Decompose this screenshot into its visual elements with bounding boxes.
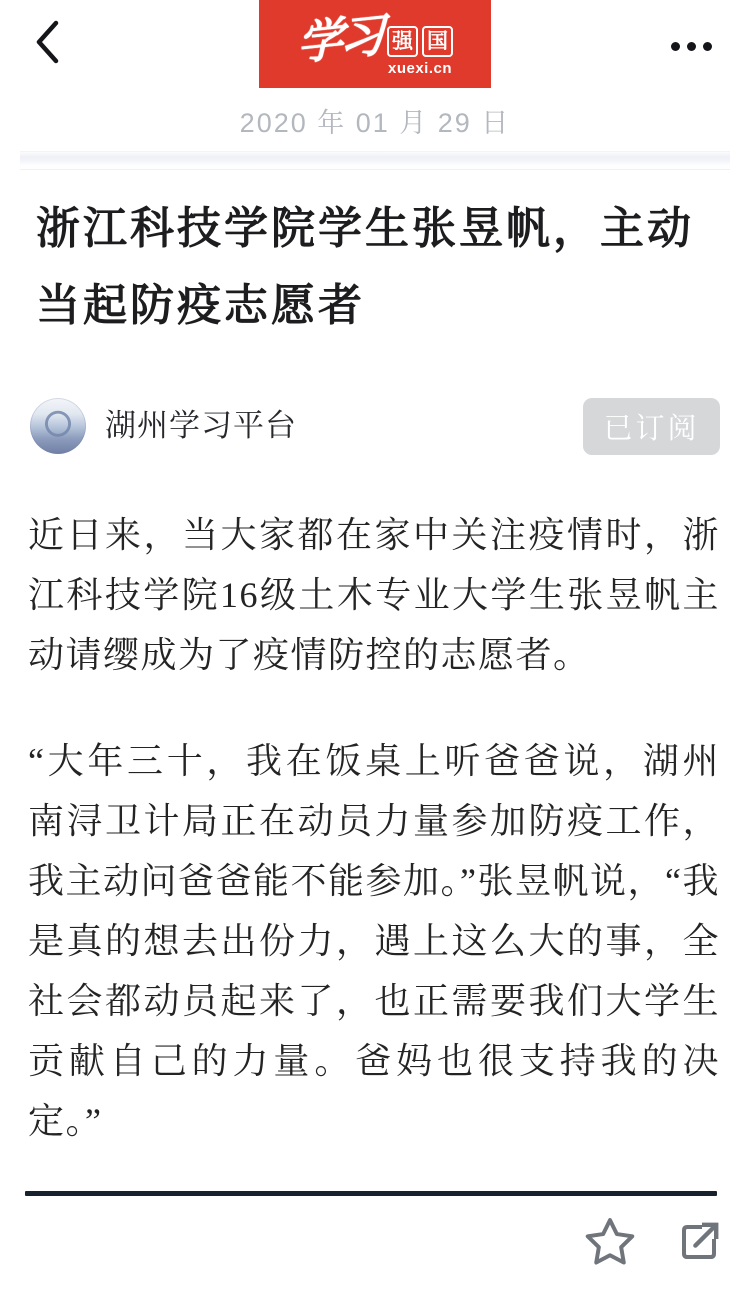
share-icon (674, 1218, 724, 1266)
logo-domain-text: xuexi.cn (387, 59, 453, 77)
logo-calligraphy-text: 学习 (297, 9, 381, 70)
section-divider (20, 151, 730, 170)
chevron-left-icon (31, 18, 65, 66)
ellipsis-icon (671, 42, 680, 51)
bottom-toolbar (0, 1196, 750, 1294)
author-row (30, 396, 720, 456)
subscribed-button[interactable]: 已订阅 (583, 398, 720, 455)
ellipsis-icon (687, 42, 696, 51)
favorite-button[interactable] (582, 1214, 638, 1270)
article-body (28, 505, 720, 1197)
back-button[interactable] (22, 12, 74, 72)
logo-box-char: 国 (422, 26, 453, 57)
author-avatar[interactable] (30, 398, 86, 454)
top-bar (0, 0, 750, 95)
logo-right-block (387, 26, 453, 77)
star-icon (582, 1214, 638, 1270)
article-title: 浙江科技学院学生张昱帆，主动当起防疫志愿者 (36, 204, 694, 330)
ellipsis-icon (703, 42, 712, 51)
more-menu-button[interactable] (660, 26, 722, 66)
logo-box-char: 强 (387, 26, 418, 57)
xuexi-logo[interactable] (259, 0, 491, 88)
logo-char-boxes (387, 26, 453, 57)
publish-date: 2020 年 01 月 29 日 (239, 108, 511, 138)
article-paragraph: 近日来，当大家都在家中关注疫情时，浙江科技学院16级土木专业大学生张昱帆主动请缨成为了疫情防控的志愿者。 (28, 515, 720, 675)
article-paragraph: “大年三十，我在饭桌上听爸爸说，湖州南浔卫计局正在动员力量参加防疫工作，我主动问爸爸能不能参加。”张昱帆说，“我是真的想去出份力，遇上这么大的事，全社会都动员起来了，也正需要我们大学生贡献自己的力量。爸妈也很支持我的决定。” (28, 741, 720, 1141)
share-button[interactable] (674, 1218, 724, 1266)
author-name[interactable]: 湖州学习平台 (105, 408, 297, 443)
